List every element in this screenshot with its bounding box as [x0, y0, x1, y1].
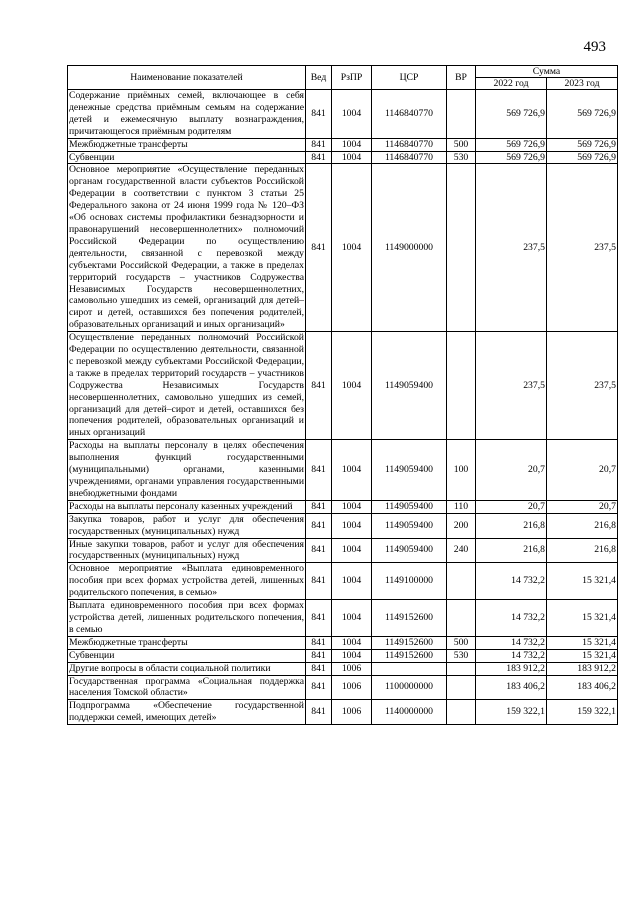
row-csr: 1149152600: [372, 636, 447, 649]
row-ved: 841: [306, 662, 332, 675]
table-row: [68, 563, 618, 600]
row-ved: 841: [306, 649, 332, 662]
row-ved: 841: [306, 675, 332, 700]
table-body: [68, 90, 618, 725]
row-sum-2022: 14 732,2: [476, 649, 547, 662]
row-name: Выплата единовременного пособия при всех формах устройства детей, лишенных родительского попечения, в семью: [69, 600, 304, 635]
row-csr: 1149059400: [372, 440, 447, 501]
row-sum-2022: 20,7: [476, 500, 547, 513]
row-name: Содержание приёмных семей, включающее в себя денежные средства приёмным семьям на содержание детей и ежемесячную выплату вознаграждения, причитающегося приёмным родителям: [69, 90, 304, 137]
row-csr: 1149059400: [372, 500, 447, 513]
row-sum-2022: 569 726,9: [476, 90, 547, 139]
table-row: [68, 164, 618, 332]
row-rzpr: 1004: [332, 563, 372, 600]
row-sum-2022: 14 732,2: [476, 636, 547, 649]
row-sum-2023: 15 321,4: [547, 563, 618, 600]
header-vr: ВР: [447, 66, 476, 90]
header-year-2023: 2023 год: [547, 78, 618, 90]
header-rzpr: РзПР: [332, 66, 372, 90]
row-rzpr: 1004: [332, 513, 372, 538]
row-sum-2022: 237,5: [476, 164, 547, 332]
row-ved: 841: [306, 151, 332, 164]
row-csr: 1146840770: [372, 138, 447, 151]
row-name: Основное мероприятие «Осуществление переданных органам государственной власти субъектов Российской Федерации в соответствии с пунктом 3 статьи 25 Федерального закона от 24 июня 1999 года № 120–ФЗ «Об основах системы профилактики безнадзорности и правонарушений несовершеннолетних» полномочий Российской Федерации по осуществлению деятельности, связанной с перевозкой между субъектами Российской Федерации, а также в пределах территорий государств – участников Содружества Независимых Государств несовершеннолетних, самовольно ушедших из семей, организаций для детей–сирот и детей, оставшихся без попечения родителей, образовательных организаций и иных организаций»: [69, 164, 304, 331]
row-sum-2022: 183 912,2: [476, 662, 547, 675]
row-ved: 841: [306, 500, 332, 513]
row-vr: [447, 600, 476, 637]
row-name: Основное мероприятие «Выплата единовременного пособия при всех формах устройства детей, лишенных родительского попечения, в семью»: [69, 563, 304, 599]
row-vr: 530: [447, 151, 476, 164]
table-row: [68, 675, 618, 700]
row-rzpr: 1006: [332, 700, 372, 725]
table-row: [68, 90, 618, 139]
row-name: Межбюджетные трансферты: [68, 138, 306, 151]
header-year-2022: 2022 год: [476, 78, 547, 90]
row-name: Подпрограмма «Обеспечение государственной поддержки семей, имеющих детей»: [69, 700, 304, 724]
row-rzpr: 1004: [332, 90, 372, 139]
row-csr: 1149059400: [372, 538, 447, 563]
row-rzpr: 1004: [332, 500, 372, 513]
row-name: Расходы на выплаты персоналу казенных учреждений: [68, 500, 306, 513]
row-ved: 841: [306, 332, 332, 440]
row-sum-2023: 216,8: [547, 538, 618, 563]
row-vr: [447, 662, 476, 675]
row-sum-2022: 216,8: [476, 538, 547, 563]
row-name: Межбюджетные трансферты: [68, 636, 306, 649]
row-sum-2023: 20,7: [547, 440, 618, 501]
row-vr: [447, 164, 476, 332]
row-vr: 240: [447, 538, 476, 563]
row-rzpr: 1004: [332, 440, 372, 501]
table-row: [68, 151, 618, 164]
row-sum-2022: 216,8: [476, 513, 547, 538]
row-csr: 1146840770: [372, 151, 447, 164]
table-row: [68, 332, 618, 440]
table-row: [68, 138, 618, 151]
row-vr: [447, 700, 476, 725]
row-rzpr: 1004: [332, 600, 372, 637]
row-sum-2023: 569 726,9: [547, 151, 618, 164]
page-number: 493: [583, 39, 606, 55]
row-name: Закупка товаров, работ и услуг для обеспечения государственных (муниципальных) нужд: [69, 513, 304, 537]
row-sum-2023: 569 726,9: [547, 90, 618, 139]
row-sum-2023: 15 321,4: [547, 636, 618, 649]
row-sum-2022: 183 406,2: [476, 675, 547, 700]
row-sum-2022: 159 322,1: [476, 700, 547, 725]
row-ved: 841: [306, 164, 332, 332]
row-rzpr: 1004: [332, 138, 372, 151]
row-name: Осуществление переданных полномочий Российской Федерации по осуществлению деятельности, связанной с перевозкой между субъектами Российской Федерации, а также в пределах территорий государств – участников Содружества Независимых Государств несовершеннолетних, самовольно ушедших из семей, организаций для детей–сирот и детей, оставшихся без попечения родителей, образовательных организаций и иных организаций: [69, 332, 304, 439]
table-row: [68, 636, 618, 649]
row-vr: 100: [447, 440, 476, 501]
row-sum-2022: 20,7: [476, 440, 547, 501]
row-ved: 841: [306, 700, 332, 725]
row-csr: 1149059400: [372, 332, 447, 440]
row-csr: 1149059400: [372, 513, 447, 538]
row-name: Субвенции: [68, 649, 306, 662]
row-sum-2022: 237,5: [476, 332, 547, 440]
row-vr: 530: [447, 649, 476, 662]
row-vr: [447, 675, 476, 700]
row-sum-2023: 183 406,2: [547, 675, 618, 700]
row-rzpr: 1006: [332, 675, 372, 700]
row-name: Иные закупки товаров, работ и услуг для обеспечения государственных (муниципальных) нужд: [69, 538, 304, 562]
row-name: Субвенции: [68, 151, 306, 164]
budget-table: [67, 65, 618, 725]
row-ved: 841: [306, 563, 332, 600]
row-rzpr: 1004: [332, 636, 372, 649]
row-sum-2022: 14 732,2: [476, 600, 547, 637]
row-sum-2023: 216,8: [547, 513, 618, 538]
row-sum-2023: 15 321,4: [547, 649, 618, 662]
table-row: [68, 500, 618, 513]
row-csr: 1149100000: [372, 563, 447, 600]
row-ved: 841: [306, 600, 332, 637]
row-ved: 841: [306, 538, 332, 563]
row-vr: 500: [447, 138, 476, 151]
row-ved: 841: [306, 138, 332, 151]
table-row: [68, 662, 618, 675]
row-vr: [447, 90, 476, 139]
row-ved: 841: [306, 440, 332, 501]
row-rzpr: 1006: [332, 662, 372, 675]
row-ved: 841: [306, 513, 332, 538]
row-vr: [447, 563, 476, 600]
table-header: [68, 66, 618, 90]
row-csr: 1146840770: [372, 90, 447, 139]
row-csr: 1149152600: [372, 600, 447, 637]
row-csr: 1100000000: [372, 675, 447, 700]
table-row: [68, 538, 618, 563]
row-sum-2023: 183 912,2: [547, 662, 618, 675]
row-csr: 1149000000: [372, 164, 447, 332]
table-row: [68, 513, 618, 538]
row-sum-2023: 569 726,9: [547, 138, 618, 151]
row-sum-2022: 569 726,9: [476, 138, 547, 151]
row-vr: 200: [447, 513, 476, 538]
row-vr: 500: [447, 636, 476, 649]
row-rzpr: 1004: [332, 538, 372, 563]
row-ved: 841: [306, 636, 332, 649]
row-sum-2023: 20,7: [547, 500, 618, 513]
row-vr: [447, 332, 476, 440]
header-name: Наименование показателей: [68, 66, 306, 90]
row-sum-2023: 15 321,4: [547, 600, 618, 637]
row-ved: 841: [306, 90, 332, 139]
row-csr: [372, 662, 447, 675]
table-row: [68, 600, 618, 637]
row-vr: 110: [447, 500, 476, 513]
row-sum-2023: 237,5: [547, 332, 618, 440]
row-rzpr: 1004: [332, 332, 372, 440]
table-row: [68, 700, 618, 725]
row-name: Расходы на выплаты персоналу в целях обеспечения выполнения функций государственными (муниципальными) органами, казенными учреждениями, органами управления государственными внебюджетными фондами: [69, 440, 304, 499]
row-csr: 1149152600: [372, 649, 447, 662]
row-csr: 1140000000: [372, 700, 447, 725]
row-sum-2023: 237,5: [547, 164, 618, 332]
row-rzpr: 1004: [332, 164, 372, 332]
table-row: [68, 649, 618, 662]
row-name: Другие вопросы в области социальной политики: [68, 662, 306, 675]
table-row: [68, 440, 618, 501]
row-sum-2023: 159 322,1: [547, 700, 618, 725]
row-name: Государственная программа «Социальная поддержка населения Томской области»: [69, 675, 304, 699]
header-sum: Сумма: [476, 66, 618, 78]
row-rzpr: 1004: [332, 649, 372, 662]
row-sum-2022: 569 726,9: [476, 151, 547, 164]
row-sum-2022: 14 732,2: [476, 563, 547, 600]
header-ved: Вед: [306, 66, 332, 90]
header-csr: ЦСР: [372, 66, 447, 90]
row-rzpr: 1004: [332, 151, 372, 164]
